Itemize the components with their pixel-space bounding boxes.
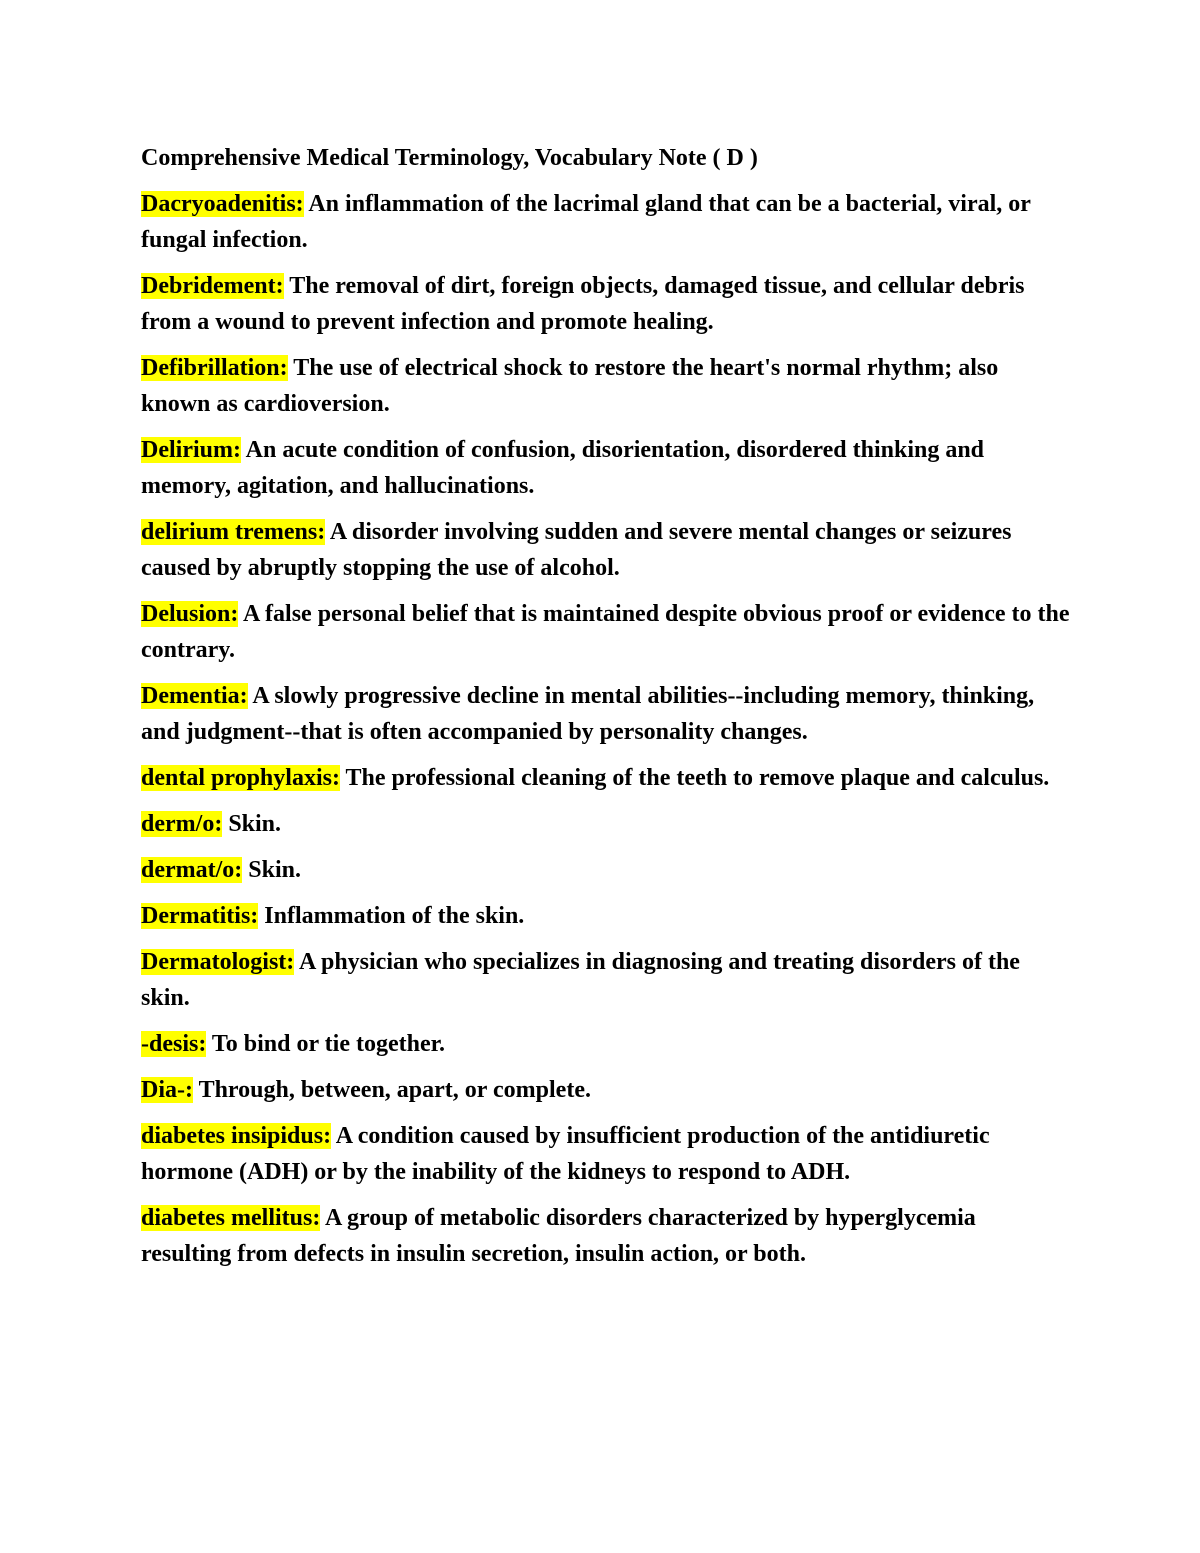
entry-diabetes-insipidus: [141, 1118, 1071, 1190]
definition: The removal of dirt, foreign objects, damaged tissue, and cellular debris from a wound to prevent infection and promote healing.: [141, 273, 1025, 335]
term-highlight: Dia-:: [141, 1077, 193, 1103]
document-page: [141, 140, 1071, 1282]
entry-dementia: [141, 678, 1071, 750]
entry-delirium-tremens: [141, 514, 1071, 586]
entry-delirium: [141, 432, 1071, 504]
definition: Through, between, apart, or complete.: [198, 1077, 591, 1103]
definition: Inflammation of the skin.: [264, 903, 525, 929]
definition: A disorder involving sudden and severe mental changes or seizures caused by abruptly stopping the use of alcohol.: [141, 519, 1012, 581]
definition: A slowly progressive decline in mental abilities--including memory, thinking, and judgment--that is often accompanied by personality changes.: [141, 683, 1035, 745]
definition: The professional cleaning of the teeth to remove plaque and calculus.: [345, 765, 1050, 791]
term-highlight: diabetes insipidus:: [141, 1123, 332, 1149]
entry-dacryoadenitis: [141, 186, 1071, 258]
entry-desis: [141, 1026, 1071, 1062]
term-highlight: Delusion:: [141, 601, 239, 627]
entry-debridement: [141, 268, 1071, 340]
entry-derm-o: [141, 806, 1071, 842]
term-highlight: delirium tremens:: [141, 519, 326, 545]
term-highlight: dental prophylaxis:: [141, 765, 340, 791]
term-highlight: Defibrillation:: [141, 355, 288, 381]
term-highlight: diabetes mellitus:: [141, 1205, 321, 1231]
term-highlight: -desis:: [141, 1031, 207, 1057]
entry-dia: [141, 1072, 1071, 1108]
entry-dermatologist: [141, 944, 1071, 1016]
definition: A physician who specializes in diagnosing and treating disorders of the skin.: [141, 949, 1020, 1011]
entry-defibrillation: [141, 350, 1071, 422]
definition: Skin.: [228, 811, 282, 837]
entry-dermat-o: [141, 852, 1071, 888]
definition: A condition caused by insufficient production of the antidiuretic hormone (ADH) or by the inability of the kidneys to respond to ADH.: [141, 1123, 990, 1185]
term-highlight: Dementia:: [141, 683, 248, 709]
entry-delusion: [141, 596, 1071, 668]
term-highlight: Dermatitis:: [141, 903, 259, 929]
definition: Skin.: [248, 857, 302, 883]
definition: An acute condition of confusion, disorientation, disordered thinking and memory, agitation, and hallucinations.: [141, 437, 985, 499]
term-highlight: Dermatologist:: [141, 949, 295, 975]
entry-diabetes-mellitus: [141, 1200, 1071, 1272]
entry-dental-prophylaxis: [141, 760, 1071, 796]
definition: The use of electrical shock to restore the heart's normal rhythm; also known as cardioversion.: [141, 355, 999, 417]
definition: A false personal belief that is maintained despite obvious proof or evidence to the contrary.: [141, 601, 1070, 663]
term-highlight: Dacryoadenitis:: [141, 191, 304, 217]
term-highlight: Debridement:: [141, 273, 284, 299]
term-highlight: Delirium:: [141, 437, 241, 463]
entry-dermatitis: [141, 898, 1071, 934]
definition: A group of metabolic disorders characterized by hyperglycemia resulting from defects in insulin secretion, insulin action, or both.: [141, 1205, 976, 1267]
term-highlight: derm/o:: [141, 811, 223, 837]
term-highlight: dermat/o:: [141, 857, 243, 883]
definition: An inflammation of the lacrimal gland that can be a bacterial, viral, or fungal infection.: [141, 191, 1031, 253]
definition: To bind or tie together.: [211, 1031, 446, 1057]
document-title: Comprehensive Medical Terminology, Vocabulary Note ( D ): [141, 145, 758, 171]
